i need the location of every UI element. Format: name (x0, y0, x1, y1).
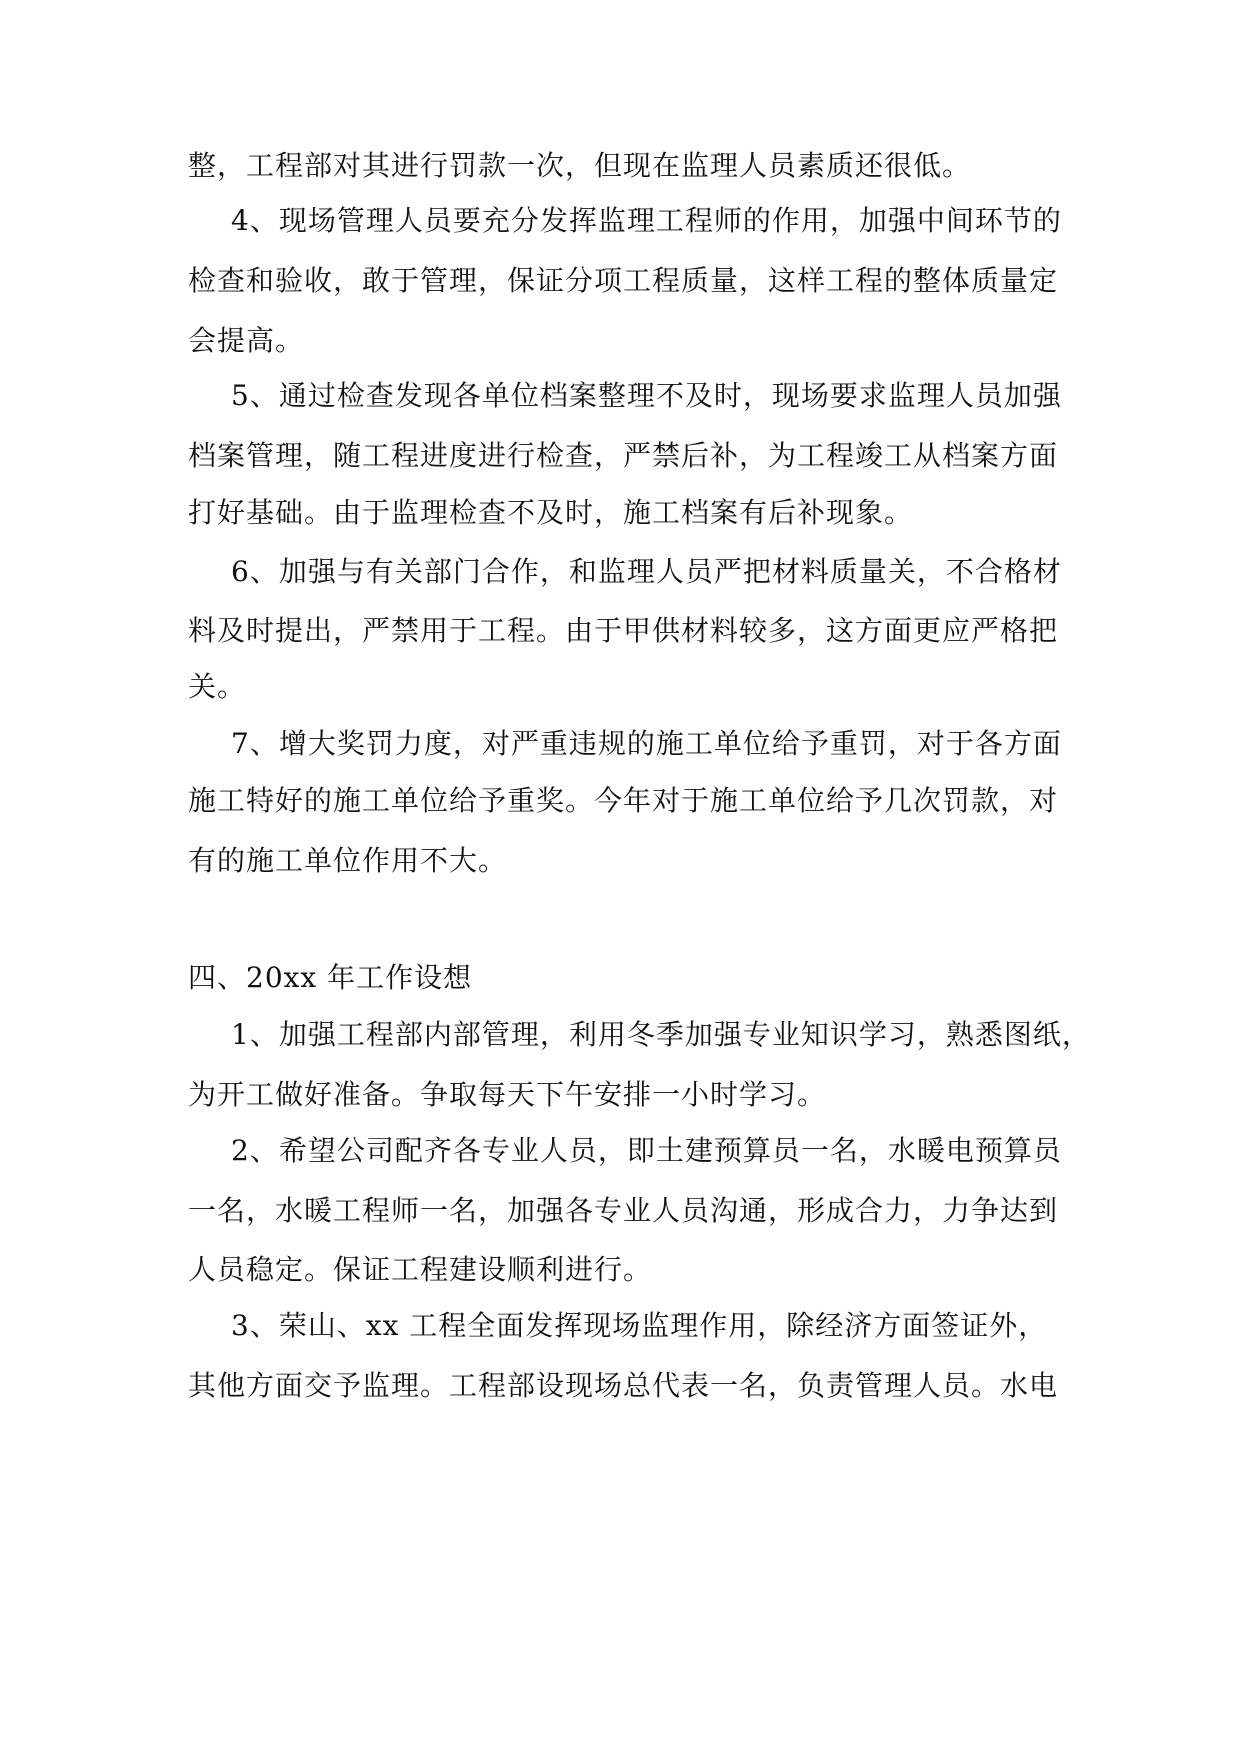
text-line: 整，工程部对其进行罚款一次，但现在监理人员素质还很低。 (188, 149, 972, 182)
text-line: 人员稳定。保证工程建设顺利进行。 (188, 1253, 653, 1286)
text-line: 关。 (188, 670, 247, 703)
text-line: 施工特好的施工单位给予重奖。今年对于施工单位给予几次罚款，对 (188, 784, 1059, 817)
list-item-7-start: 7、增大奖罚力度，对严重违规的施工单位给予重罚，对于各方面 (231, 727, 1062, 760)
text-line: 有的施工单位作用不大。 (188, 844, 508, 877)
list-item-1-start: 1、加强工程部内部管理，利用冬季加强专业知识学习，熟悉图纸， (231, 1018, 1091, 1051)
list-item-2-start: 2、希望公司配齐各专业人员，即土建预算员一名，水暖电预算员 (231, 1134, 1062, 1167)
text-line: 检查和验收，敢于管理，保证分项工程质量，这样工程的整体质量定 (188, 264, 1059, 297)
text-line: 会提高。 (188, 324, 305, 357)
section-heading: 四、20xx 年工作设想 (188, 961, 473, 994)
text-line: 料及时提出，严禁用于工程。由于甲供材料较多，这方面更应严格把 (188, 614, 1059, 647)
list-item-3-start: 3、荣山、xx 工程全面发挥现场监理作用，除经济方面签证外， (231, 1309, 1048, 1342)
text-line: 其他方面交予监理。工程部设现场总代表一名，负责管理人员。水电 (188, 1369, 1059, 1402)
text-line: 档案管理，随工程进度进行检查，严禁后补，为工程竣工从档案方面 (188, 439, 1059, 472)
list-item-5-start: 5、通过检查发现各单位档案整理不及时，现场要求监理人员加强 (231, 379, 1062, 412)
text-line: 为开工做好准备。争取每天下午安排一小时学习。 (188, 1078, 827, 1111)
text-line: 打好基础。由于监理检查不及时，施工档案有后补现象。 (188, 496, 914, 529)
list-item-4-start: 4、现场管理人员要充分发挥监理工程师的作用，加强中间环节的 (231, 204, 1062, 237)
text-line: 一名，水暖工程师一名，加强各专业人员沟通，形成合力，力争达到 (188, 1194, 1059, 1227)
list-item-6-start: 6、加强与有关部门合作，和监理人员严把材料质量关，不合格材 (231, 555, 1062, 588)
